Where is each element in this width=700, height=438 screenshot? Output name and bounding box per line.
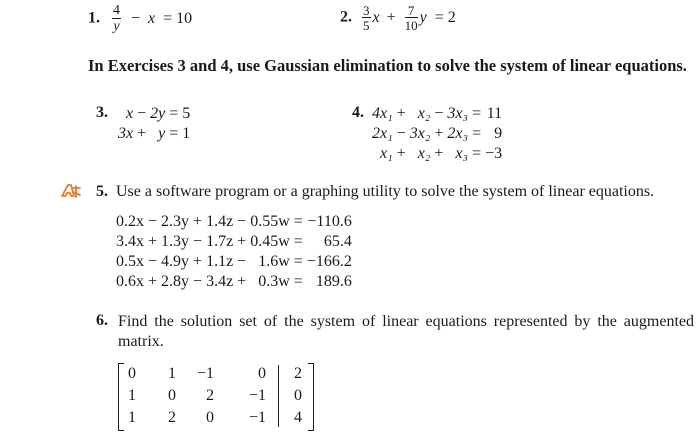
equation-row: 0.2x − 2.3y + 1.4z − 0.55w = −110.6 [116,213,352,230]
equation-system [114,212,354,292]
equation-system [370,104,504,164]
exercise-number: 4. [352,104,364,121]
equation-row: 0.6x + 2.8y − 3.4z + 0.3w = 189.6 [116,273,352,290]
exercise-6 [96,312,694,352]
matrix-cell: −1 [248,409,266,426]
exercise-number: 3. [96,104,108,121]
matrix-cell: 0 [206,409,214,426]
matrix-cell: −1 [196,365,214,382]
matrix-cell: 2 [168,409,176,426]
augmented-matrix [118,363,314,433]
matrix-cell: 2 [206,387,214,404]
exercise-number: 2. [340,8,352,26]
exercise-number: 6. [96,312,108,329]
matrix-row [122,385,302,407]
matrix-cell: 1 [128,387,136,404]
matrix-cell: 4 [294,409,302,426]
exercise-text: Use a software program or a graphing utility to solve the system of linear equations. [116,183,655,200]
matrix-cell: −1 [248,387,266,404]
equation-row: x₁ + x₂ + x₃ = −3 [380,145,503,162]
matrix-cell: 0 [128,365,136,382]
exercise-text: Find the solution set of the system of linear equations represented by the augmented matrix. [118,313,694,350]
exercise-number: 5. [96,183,108,200]
matrix-cell: 0 [168,387,176,404]
equation-system [116,104,192,144]
matrix-row [122,363,302,385]
fraction: $\frac{7}{10}$ [404,3,418,33]
equation-row: 3x + y = 1 [118,125,191,142]
matrix-cell: 1 [168,365,176,382]
exercise-2: 2. $\frac{3}{5}$ x + $\frac{7}{10}$ y = 2 [340,3,456,33]
matrix-cell: 0 [294,387,302,404]
matrix-row [122,407,302,429]
equation-row: 0.5x − 4.9y + 1.1z − 1.6w = −166.2 [116,253,352,270]
exercise-1: 1. $\frac{4}{y}$ − x = 10 [88,3,193,34]
instructions-heading: In Exercises 3 and 4, use Gaussian elimination to solve the system of linear equations. [88,56,687,75]
fraction: $\frac{4}{y}$ [113,3,120,34]
exercise-number: 1. [88,9,100,27]
matrix-cell: 2 [294,365,302,382]
matrix-cell: 1 [128,409,136,426]
equation-row: 4x₁ + x₂ − 3x₃ = 11 [372,105,503,122]
exercise-5 [96,182,654,202]
equation-row: x − 2y = 5 [126,105,191,122]
equation-row: 3.4x + 1.3y − 1.7z + 0.45w = 65.4 [116,233,352,250]
equation-row: 2x₁ − 3x₂ + 2x₃ = 9 [372,125,503,142]
matrix-cell: 0 [258,365,266,382]
right-bracket [308,363,314,431]
fraction: $\frac{3}{5}$ [363,3,370,33]
software-tag-icon [60,182,82,200]
